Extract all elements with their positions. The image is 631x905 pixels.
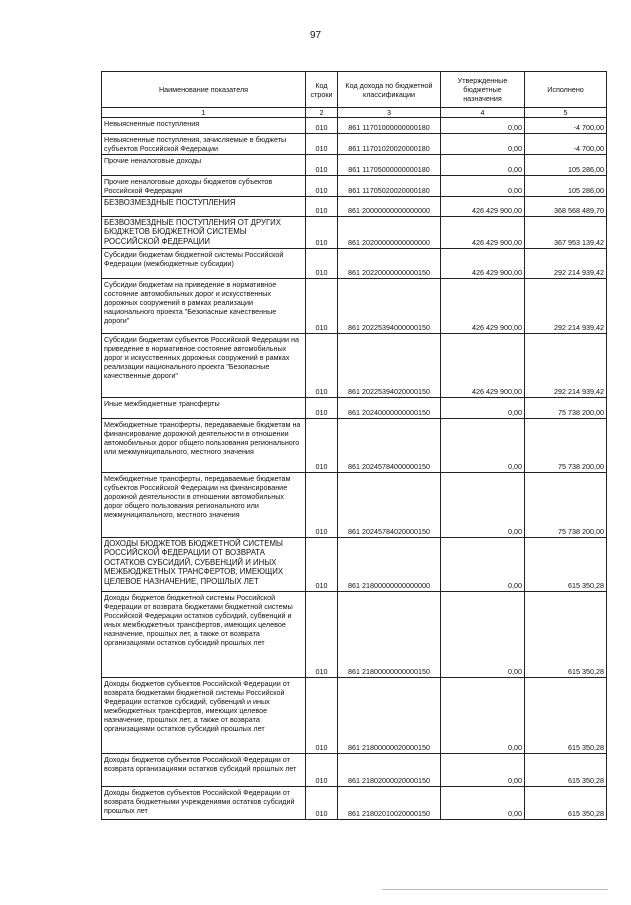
row-name: Межбюджетные трансферты, передаваемые бюджетам субъектов Российской Федерации на финансирование дорожной деятельности в отношении автомобильных дорог общего пользования регионального или межмуниципального, местного значения xyxy=(102,473,306,538)
table-row xyxy=(102,678,607,754)
row-approved: 0,00 xyxy=(441,592,525,678)
row-approved: 426 429 900,00 xyxy=(441,197,525,217)
row-name: Субсидии бюджетам на приведение в нормативное состояние автомобильных дорог и искусственных дорожных сооружений в рамках реализации национального проекта "Безопасные качественные дороги" xyxy=(102,279,306,334)
table-row xyxy=(102,176,607,197)
row-code: 861 11705000000000180 xyxy=(338,155,441,176)
row-kod: 010 xyxy=(306,398,338,419)
row-approved: 0,00 xyxy=(441,118,525,134)
row-code: 861 21802010020000150 xyxy=(338,787,441,820)
row-executed: 105 286,00 xyxy=(525,176,607,197)
row-approved: 426 429 900,00 xyxy=(441,217,525,249)
table-row xyxy=(102,592,607,678)
header-name: Наименование показателя xyxy=(102,72,306,108)
row-code: 861 20245784020000150 xyxy=(338,473,441,538)
row-code: 861 11701020020000180 xyxy=(338,134,441,155)
row-executed: 75 738 200,00 xyxy=(525,473,607,538)
row-approved: 0,00 xyxy=(441,176,525,197)
row-code: 861 21800000000000000 xyxy=(338,538,441,592)
row-approved: 426 429 900,00 xyxy=(441,279,525,334)
row-approved: 0,00 xyxy=(441,538,525,592)
row-executed: 292 214 939,42 xyxy=(525,279,607,334)
row-code: 861 21802000020000150 xyxy=(338,754,441,787)
table-row xyxy=(102,197,607,217)
row-name: ДОХОДЫ БЮДЖЕТОВ БЮДЖЕТНОЙ СИСТЕМЫ РОССИЙСКОЙ ФЕДЕРАЦИИ ОТ ВОЗВРАТА ОСТАТКОВ СУБСИДИЙ, СУБВЕНЦИЙ И ИНЫХ МЕЖБЮДЖЕТНЫХ ТРАНСФЕРТОВ, ИМЕЮЩИХ ЦЕЛЕВОЕ НАЗНАЧЕНИЕ, ПРОШЛЫХ ЛЕТ xyxy=(102,538,306,592)
row-kod: 010 xyxy=(306,118,338,134)
row-executed: 292 214 939,42 xyxy=(525,249,607,279)
row-code: 861 20220000000000150 xyxy=(338,249,441,279)
table-header-row xyxy=(102,72,607,108)
row-name: БЕЗВОЗМЕЗДНЫЕ ПОСТУПЛЕНИЯ xyxy=(102,197,306,217)
row-kod: 010 xyxy=(306,176,338,197)
row-approved: 0,00 xyxy=(441,754,525,787)
row-name: Доходы бюджетов бюджетной системы Российской Федерации от возврата бюджетами бюджетной системы Российской Федерации остатков субсидий, субвенций и иных межбюджетных трансфертов, имеющих целевое назначение, прошлых лет, а также от возврата организациями остатков субсидий прошлых лет xyxy=(102,592,306,678)
row-approved: 0,00 xyxy=(441,419,525,473)
table-row xyxy=(102,473,607,538)
page-number: 97 xyxy=(309,30,322,41)
row-executed: 615 350,28 xyxy=(525,678,607,754)
row-executed: 75 738 200,00 xyxy=(525,419,607,473)
row-kod: 010 xyxy=(306,279,338,334)
row-name: Прочие неналоговые доходы бюджетов субъектов Российской Федерации xyxy=(102,176,306,197)
row-kod: 010 xyxy=(306,155,338,176)
row-code: 861 20240000000000150 xyxy=(338,398,441,419)
row-code: 861 11701000000000180 xyxy=(338,118,441,134)
row-executed: 615 350,28 xyxy=(525,754,607,787)
row-executed: 367 953 139,42 xyxy=(525,217,607,249)
row-name: Невыясненные поступления xyxy=(102,118,306,134)
row-code: 861 21800000000000150 xyxy=(338,592,441,678)
row-kod: 010 xyxy=(306,249,338,279)
table-row xyxy=(102,249,607,279)
row-executed: -4 700,00 xyxy=(525,134,607,155)
row-executed: 615 350,28 xyxy=(525,592,607,678)
row-name: Доходы бюджетов субъектов Российской Федерации от возврата бюджетами бюджетной системы Российской Федерации остатков субсидий, субвенций и иных межбюджетных трансфертов, имеющих целевое назначение, прошлых лет, а также от возврата организациями остатков субсидий прошлых лет xyxy=(102,678,306,754)
column-number: 3 xyxy=(338,108,441,118)
row-executed: 615 350,28 xyxy=(525,538,607,592)
column-number: 2 xyxy=(306,108,338,118)
column-number: 4 xyxy=(441,108,525,118)
row-executed: 368 568 489,70 xyxy=(525,197,607,217)
row-code: 861 20225394000000150 xyxy=(338,279,441,334)
row-kod: 010 xyxy=(306,217,338,249)
header-income-code: Код дохода по бюджетной классификации xyxy=(338,72,441,108)
row-approved: 0,00 xyxy=(441,473,525,538)
row-approved: 0,00 xyxy=(441,398,525,419)
row-code: 861 20245784000000150 xyxy=(338,419,441,473)
row-code: 861 20000000000000000 xyxy=(338,197,441,217)
row-name: Межбюджетные трансферты, передаваемые бюджетам на финансирование дорожной деятельности в отношении автомобильных дорог общего пользования регионального или межмуниципального, местного значения xyxy=(102,419,306,473)
row-executed: 75 738 200,00 xyxy=(525,398,607,419)
header-approved: Утвержденные бюджетные назначения xyxy=(441,72,525,108)
row-code: 861 20225394020000150 xyxy=(338,334,441,398)
table-row xyxy=(102,754,607,787)
row-name: БЕЗВОЗМЕЗДНЫЕ ПОСТУПЛЕНИЯ ОТ ДРУГИХ БЮДЖЕТОВ БЮДЖЕТНОЙ СИСТЕМЫ РОССИЙСКОЙ ФЕДЕРАЦИИ xyxy=(102,217,306,249)
table-row xyxy=(102,334,607,398)
column-number-row xyxy=(102,108,607,118)
row-kod: 010 xyxy=(306,334,338,398)
row-approved: 0,00 xyxy=(441,678,525,754)
row-kod: 010 xyxy=(306,754,338,787)
row-code: 861 11705020020000180 xyxy=(338,176,441,197)
table-row xyxy=(102,155,607,176)
row-approved: 0,00 xyxy=(441,155,525,176)
row-kod: 010 xyxy=(306,473,338,538)
table-row xyxy=(102,134,607,155)
row-kod: 010 xyxy=(306,787,338,820)
table-row xyxy=(102,118,607,134)
header-kod: Код строки xyxy=(306,72,338,108)
row-kod: 010 xyxy=(306,678,338,754)
row-approved: 426 429 900,00 xyxy=(441,334,525,398)
row-name: Субсидии бюджетам бюджетной системы Российской Федерации (межбюджетные субсидии) xyxy=(102,249,306,279)
table-row xyxy=(102,787,607,820)
table-row xyxy=(102,217,607,249)
row-executed: -4 700,00 xyxy=(525,118,607,134)
row-kod: 010 xyxy=(306,197,338,217)
row-name: Прочие неналоговые доходы xyxy=(102,155,306,176)
header-executed: Исполнено xyxy=(525,72,607,108)
row-name: Невыясненные поступления, зачисляемые в бюджеты субъектов Российской Федерации xyxy=(102,134,306,155)
row-executed: 105 286,00 xyxy=(525,155,607,176)
table-row xyxy=(102,279,607,334)
row-kod: 010 xyxy=(306,592,338,678)
table-row xyxy=(102,419,607,473)
row-name: Доходы бюджетов субъектов Российской Федерации от возврата организациями остатков субсидий прошлых лет xyxy=(102,754,306,787)
row-code: 861 20200000000000000 xyxy=(338,217,441,249)
table-row xyxy=(102,538,607,592)
row-approved: 0,00 xyxy=(441,787,525,820)
row-code: 861 21800000020000150 xyxy=(338,678,441,754)
row-kod: 010 xyxy=(306,419,338,473)
row-name: Доходы бюджетов субъектов Российской Федерации от возврата бюджетными учреждениями остатков субсидий прошлых лет xyxy=(102,787,306,820)
row-approved: 426 429 900,00 xyxy=(441,249,525,279)
column-number: 1 xyxy=(102,108,306,118)
column-number: 5 xyxy=(525,108,607,118)
footer-rule xyxy=(382,889,608,890)
row-executed: 292 214 939,42 xyxy=(525,334,607,398)
table-row xyxy=(102,398,607,419)
row-approved: 0,00 xyxy=(441,134,525,155)
row-name: Иные межбюджетные трансферты xyxy=(102,398,306,419)
row-kod: 010 xyxy=(306,538,338,592)
row-kod: 010 xyxy=(306,134,338,155)
income-table xyxy=(101,71,607,820)
row-executed: 615 350,28 xyxy=(525,787,607,820)
row-name: Субсидии бюджетам субъектов Российской Федерации на приведение в нормативное состояние автомобильных дорог и искусственных дорожных сооружений в рамках реализации национального проекта "Безопасные качественные дороги" xyxy=(102,334,306,398)
